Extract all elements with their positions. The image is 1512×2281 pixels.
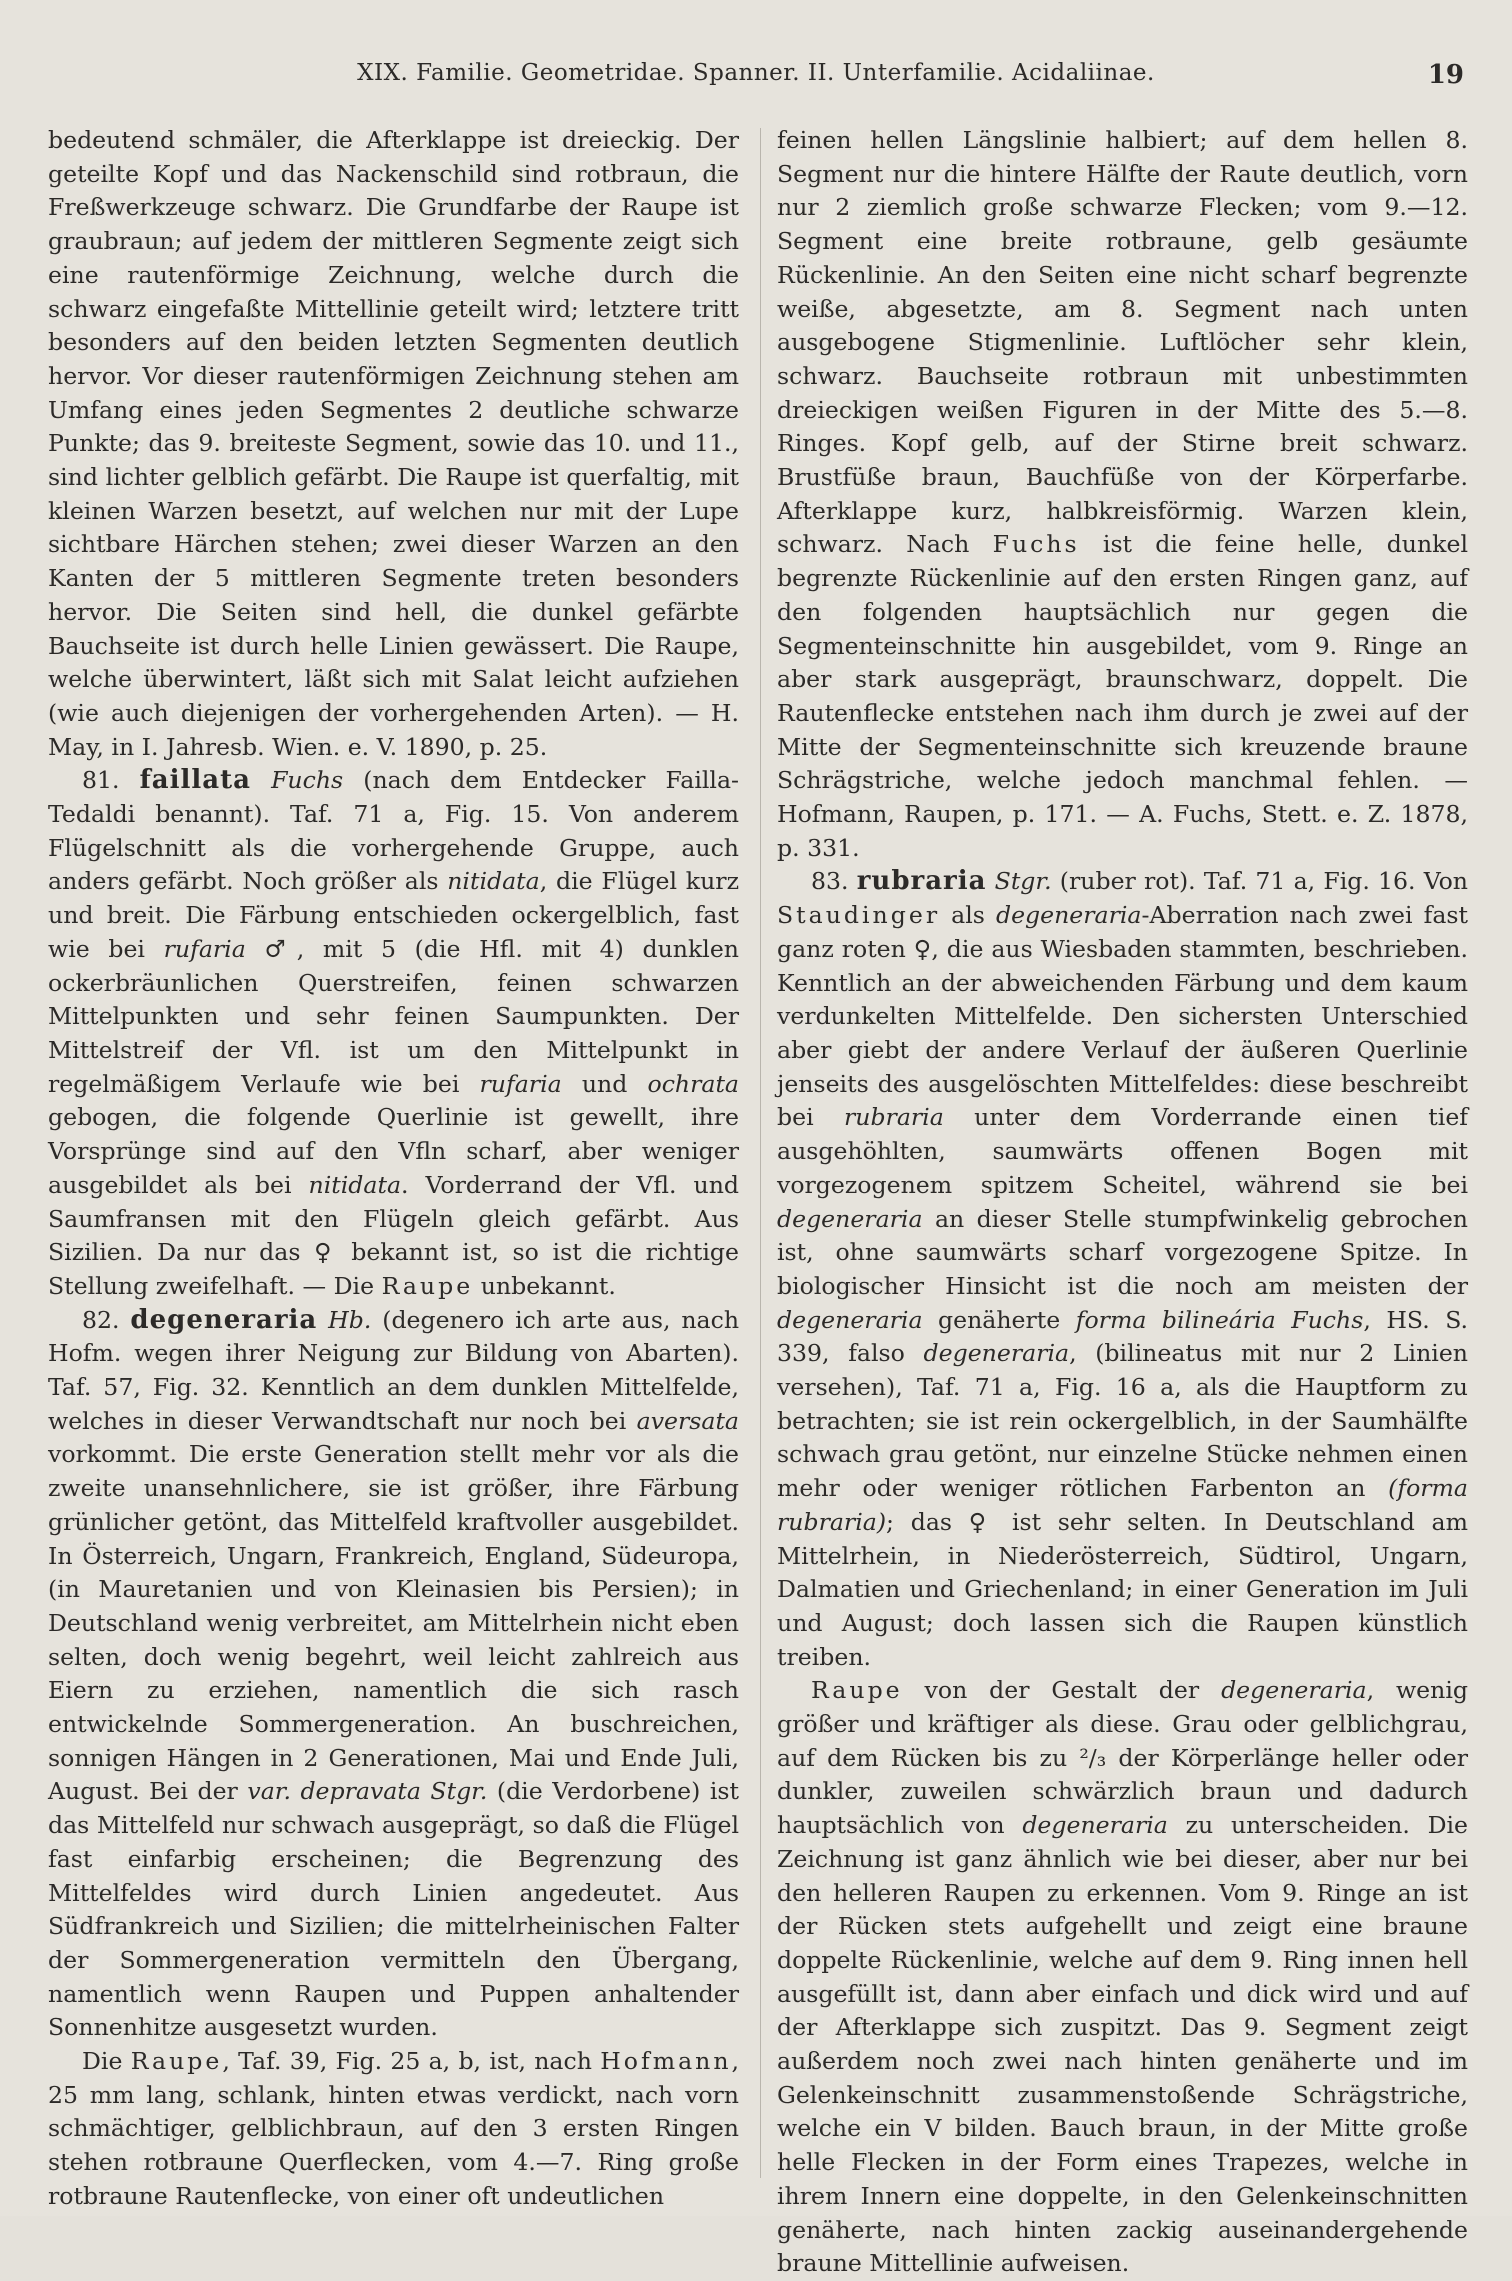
entry-text: gebogen, die folgende Querlinie ist gewellt, ihre Vorsprünge sind auf den Vfln scharf, aber weniger ausgebildet als bei <box>48 1103 739 1199</box>
entry-text: zu unterscheiden. Die Zeichnung ist ganz ähnlich wie bei dieser, aber nur bei den helleren Raupen zu erkennen. Vom 9. Ringe an ist der Rücken stets aufgehellt und zeigt eine braune doppelte Rückenlinie, welche auf dem 9. Ring innen hell ausgefüllt ist, dann aber einfach und dick wird und auf der Afterklappe sich zuspitzt. Das 9. Segment zeigt außerdem noch zwei nach hinten genäherte und im Gelenkeinschnitt zusammenstoßende Schrägstriche, welche ein V bilden. Bauch braun, in der Mitte große helle Flecken in der Form eines Trapezes, welche in ihrem Innern eine doppelte, in den Gelenkeinschnitten genäherte, nach hinten zackig auseinandergehende braune Mittellinie aufweisen. <box>777 1811 1469 2278</box>
entry-text: , Taf. 39, Fig. 25 a, b, ist, nach <box>222 2047 592 2076</box>
italic-name: rubraria <box>843 1103 944 1132</box>
species-entry-82 <box>48 1304 739 2045</box>
entry-text: unbekannt. <box>480 1271 616 1300</box>
species-author: Hb. <box>328 1305 372 1334</box>
entry-text: ist die feine helle, dunkel begrenzte Rückenlinie auf den ersten Ringen ganz, auf den folgenden hauptsächlich nur gegen die Segmenteinschnitte hin ausgebildet, vom 9. Ringe an aber stark ausgeprägt, braunschwarz, doppelt. Die Rautenflecke entstehen nach ihm durch je zwei auf der Mitte der Segmenteinschnitte sich kreuzende braune Schrägstriche, welche jedoch manchmal fehlen. — Hofmann, Raupen, p. 171. — A. Fuchs, Stett. e. Z. 1878, p. 331. <box>777 530 1468 862</box>
entry-text: an dieser Stelle stumpfwinkelig gebrochen ist, ohne saumwärts scharf vorgezogene Spitze. In biologischer Hinsicht ist die noch am meisten der <box>777 1204 1468 1300</box>
species-number: 82. <box>82 1305 120 1334</box>
page-number: 19 <box>1427 60 1464 90</box>
left-column <box>48 124 739 2214</box>
column-divider <box>760 128 761 2178</box>
species-author: Stgr. <box>994 867 1052 896</box>
spaced-word: Fuchs <box>992 530 1080 559</box>
entry-text: , wenig größer und kräftiger als diese. Grau oder gelblichgrau, auf dem Rücken bis zu ²/₃ der Körperlänge heller oder dunkler, zuweilen schwärzlich braun und dadurch hauptsächlich von <box>777 1676 1468 1840</box>
entry-text: . Vorderrand der Vfl. und Saumfransen mit den Flügeln gleich gefärbt. Aus Sizilien. Da nur das ♀ bekannt ist, so ist die richtige Stellung zweifelhaft. — Die <box>48 1170 739 1300</box>
entry-text: -Aberration nach zwei fast ganz roten ♀, die aus Wiesbaden stammten, beschrieben. Kenntlich an der abweichenden Färbung und dem kaum verdunkelten Mittelfelde. Den sichersten Unterschied aber giebt der andere Verlauf der äußeren Querlinie jenseits des ausgelöschten Mittelfeldes: diese beschreibt bei <box>777 901 1468 1132</box>
species-entry-81 <box>48 764 739 1303</box>
header-title: XIX. Familie. Geometridae. Spanner. II. Unterfamilie. Acidaliinae. <box>357 60 1155 86</box>
running-header <box>48 60 1464 100</box>
species-name: faillata <box>139 765 251 796</box>
italic-name: ochrata <box>647 1069 739 1098</box>
entry-text: genäherte <box>938 1305 1061 1334</box>
entry-text: , 25 mm lang, schlank, hinten etwas verdickt, nach vorn schmächtiger, gelblichbraun, auf den 3 ersten Ringen stehen rotbraune Querflecken, vom 4.—7. Ring große rotbraune Rautenflecke, von einer oft undeutlichen <box>48 2047 740 2210</box>
paragraph-caterpillar-continued: bedeutend schmäler, die Afterklappe ist dreieckig. Der geteilte Kopf und das Nackenschild sind rotbraun, die Freßwerkzeuge schwarz. Die Grundfarbe der Raupe ist graubraun; auf jedem der mittleren Segmente zeigt sich eine rautenförmige Zeichnung, welche durch die schwarz eingefaßte Mittellinie geteilt wird; letztere tritt besonders auf den beiden letzten Segmenten deutlich hervor. Vor dieser rautenförmigen Zeichnung stehen am Umfang eines jeden Segmentes 2 deutliche schwarze Punkte; das 9. breiteste Segment, sowie das 10. und 11., sind lichter gelblich gefärbt. Die Raupe ist querfaltig, mit kleinen Warzen besetzt, auf welchen nur mit der Lupe sichtbare Härchen stehen; zwei dieser Warzen an den Kanten der 5 mittleren Segmente treten besonders hervor. Die Seiten sind hell, die dunkel gefärbte Bauchseite ist durch helle Linien gewässert. Die Raupe, welche überwintert, läßt sich mit Salat leicht aufziehen (wie auch diejenigen der vorhergehenden Arten). — H. May, in I. Jahresb. Wien. e. V. 1890, p. 25. <box>48 126 739 761</box>
italic-name: rufaria <box>163 934 246 963</box>
spaced-word: Hofmann <box>600 2047 732 2076</box>
italic-name: rufaria <box>479 1069 562 1098</box>
entry-text: , HS. S. 339, falso <box>777 1305 1469 1368</box>
italic-name: degeneraria <box>777 1305 923 1334</box>
italic-name: degeneraria <box>995 901 1142 930</box>
italic-name: degeneraria <box>923 1339 1070 1368</box>
species-name: degeneraria <box>130 1304 318 1335</box>
spaced-word: Raupe <box>130 2047 223 2076</box>
right-column <box>777 124 1468 2281</box>
italic-name: degeneraria <box>1221 1676 1367 1705</box>
italic-name: nitidata <box>447 867 540 896</box>
entry-text: ; das ♀ ist sehr selten. In Deutschland am Mittelrhein, in Niederösterreich, Südtirol, Ungarn, Dalmatien und Griechenland; in einer Generation im Juli und August; doch lassen sich die Raupen künstlich treiben. <box>777 1507 1468 1671</box>
italic-name: degeneraria <box>777 1204 923 1233</box>
species-author: Fuchs <box>271 766 344 795</box>
italic-name: aversata <box>636 1406 739 1435</box>
entry-text: (ruber rot). Taf. 71 a, Fig. 16. Von <box>1059 867 1469 896</box>
italic-name: var. depravata Stgr. <box>247 1777 488 1806</box>
italic-name: degeneraria <box>1022 1811 1168 1840</box>
italic-name: nitidata <box>308 1170 402 1199</box>
italic-name: forma bilineária Fuchs <box>1075 1305 1364 1334</box>
paragraph-raupe-continued <box>777 124 1468 865</box>
paragraph-raupe-83 <box>777 1674 1468 2281</box>
entry-text: (die Verdorbene) ist das Mittelfeld nur schwach ausgeprägt, so daß die Flügel fast einfarbig erscheinen; die Begrenzung des Mittelfeldes wird durch Linien angedeutet. Aus Südfrankreich und Sizilien; die mittelrheinischen Falter der Sommergeneration vermitteln den Übergang, namentlich wenn Raupen und Puppen anhaltender Sonnenhitze ausgesetzt wurden. <box>48 1777 739 2042</box>
species-name: rubraria <box>856 866 987 897</box>
entry-text: vorkommt. Die erste Generation stellt mehr vor als die zweite unansehnlichere, sie ist größer, ihre Färbung grünlicher getönt, das Mittelfeld kraftvoller ausgebildet. In Österreich, Ungarn, Frankreich, England, Südeuropa, (in Mauretanien und von Kleinasien bis Persien); in Deutschland wenig verbreitet, am Mittelrhein nicht eben selten, doch wenig begehrt, weil leicht zahlreich aus Eiern zu erziehen, namentlich die sich rasch entwickelnde Sommergeneration. An buschreichen, sonnigen Hängen in 2 Generationen, Mai und Ende Juli, August. Bei der <box>48 1440 739 1806</box>
spaced-word: Raupe <box>811 1676 903 1705</box>
entry-text: (nach dem Entdecker Failla-Tedaldi benannt). Taf. 71 a, Fig. 15. Von anderem Flügelschnitt als die vorhergehende Gruppe, auch anders gefärbt. Noch größer als <box>48 766 740 896</box>
species-number: 83. <box>811 867 849 896</box>
entry-text: als <box>951 901 985 930</box>
entry-text: , die Flügel kurz und breit. Die Färbung entschieden ockergelblich, fast wie bei <box>48 867 739 963</box>
species-entry-83 <box>777 865 1468 1674</box>
entry-text: , (bilineatus mit nur 2 Linien versehen), Taf. 71 a, Fig. 16 a, als die Hauptform zu betrachten; sie ist rein ockergelblich, in der Saumhälfte schwach grau getönt, nur einzelne Stücke nehmen einen mehr oder weniger rötlichen Farbenton an <box>777 1339 1469 1503</box>
entry-text: (degenero ich arte aus, nach Hofm. wegen ihrer Neigung zur Bildung von Abarten). Taf. 57, Fig. 32. Kenntlich an dem dunklen Mittelfelde, welches in dieser Verwandtschaft nur noch bei <box>48 1305 740 1435</box>
entry-text: ♂, mit 5 (die Hfl. mit 4) dunklen ockerbräunlichen Querstreifen, feinen schwarzen Mittelpunkten und sehr feinen Saumpunkten. Der Mittelstreif der Vfl. ist um den Mittelpunkt in regelmäßigem Verlaufe wie bei <box>48 934 739 1098</box>
paragraph-raupe-82 <box>48 2045 739 2214</box>
spaced-word: Raupe <box>381 1271 474 1300</box>
entry-text: und <box>581 1069 628 1098</box>
entry-text: von der Gestalt der <box>924 1676 1200 1705</box>
entry-text: unter dem Vorderrande einen tief ausgehöhlten, saumwärts offenen Bogen mit vorgezogenem spitzem Scheitel, während sie bei <box>777 1103 1469 1199</box>
species-number: 81. <box>82 766 120 795</box>
entry-text: Die <box>82 2047 123 2076</box>
italic-name: (forma rubraria) <box>777 1474 1468 1536</box>
entry-text: feinen hellen Längslinie halbiert; auf dem hellen 8. Segment nur die hintere Hälfte der Raute deutlich, vorn nur 2 ziemlich große schwarze Flecken; vom 9.—12. Segment eine breite rotbraune, gelb gesäumte Rückenlinie. An den Seiten eine nicht scharf begrenzte weiße, abgesetzte, am 8. Segment nach unten ausgebogene Stigmenlinie. Luftlöcher sehr klein, schwarz. Bauchseite rotbraun mit unbestimmten dreieckigen weißen Figuren in der Mitte des 5.—8. Ringes. Kopf gelb, auf der Stirne breit schwarz. Brustfüße braun, Bauchfüße von der Körperfarbe. Afterklappe kurz, halbkreisförmig. Warzen klein, schwarz. Nach <box>777 126 1468 559</box>
spaced-word: Staudinger <box>777 901 941 930</box>
